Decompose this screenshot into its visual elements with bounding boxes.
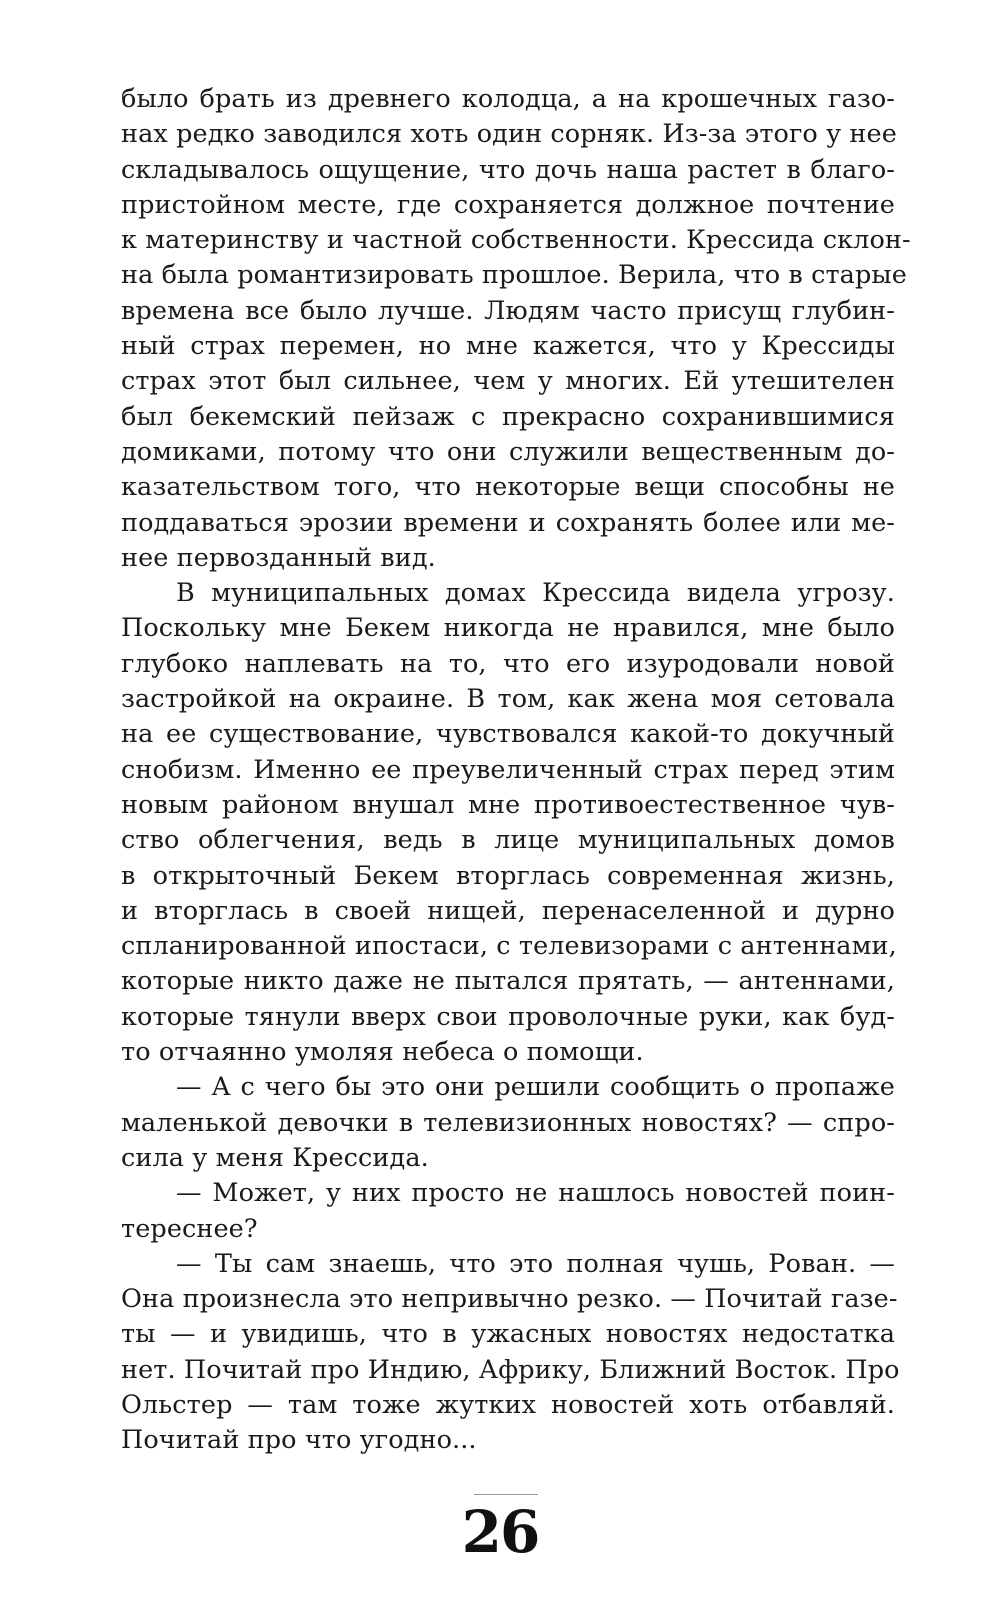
text-line: В муниципальных домах Крессида видела угрозу. [176,578,895,609]
text-line: пристойном месте, где сохраняется должное почтение [121,189,895,220]
text-line: поддаваться эрозии времени и сохранять более или ме- [121,507,895,538]
text-line: казательством того, что некоторые вещи способны не [121,472,895,503]
body-text [121,82,911,1459]
text-line: и вторглась в своей нищей, перенаселенной и дурно [121,895,895,926]
text-line: ты — и увидишь, что в ужасных новостях недостатка [121,1319,895,1350]
text-line: был бекемский пейзаж с прекрасно сохранившимися [121,401,895,432]
text-line: глубоко наплевать на то, что его изуродовали новой [121,648,895,679]
text-line: снобизм. Именно ее преувеличенный страх перед этим [121,754,895,785]
page-number: 26 [461,1498,539,1566]
text-line: Поскольку мне Бекем никогда не нравился, мне было [121,613,895,644]
text-line: складывалось ощущение, что дочь наша растет в благо- [121,154,895,185]
text-line: в открыточный Бекем вторглась современная жизнь, [121,860,895,891]
text-line: маленькой девочки в телевизионных новостях? — спро- [121,1107,895,1138]
text-line: тереснее? [121,1213,258,1244]
text-line: к материнству и частной собственности. Крессида склон- [121,225,911,256]
text-line: ный страх перемен, но мне кажется, что у Крессиды [121,331,895,362]
text-line: — Может, у них просто не нашлось новостей поин- [176,1178,895,1209]
text-line: которые никто даже не пытался прятать, — антеннами, [121,966,895,997]
text-line: новым районом внушал мне противоестественное чув- [121,789,895,820]
text-line: ство облегчения, ведь в лице муниципальных домов [121,825,895,856]
text-line: Она произнесла это непривычно резко. — Почитай газе- [121,1284,898,1315]
text-line: спланированной ипостаси, с телевизорами с антеннами, [121,931,897,962]
text-line: нее первозданный вид. [121,542,436,573]
text-line: времена все было лучше. Людям часто присущ глубин- [121,295,895,326]
text-line: которые тянули вверх свои проволочные руки, как буд- [121,1001,895,1032]
text-line: Почитай про что угодно... [121,1425,477,1456]
text-line: застройкой на окраине. В том, как жена моя сетовала [121,684,895,715]
text-line: Ольстер — там тоже жутких новостей хоть отбавляй. [121,1389,895,1420]
page-number-rule [474,1494,538,1495]
text-line: нах редко заводился хоть один сорняк. Из-за этого у нее [121,119,897,150]
text-line: — А с чего бы это они решили сообщить о пропаже [176,1072,895,1103]
text-line: на была романтизировать прошлое. Верила, что в старые [121,260,907,291]
text-line: нет. Почитай про Индию, Африку, Ближний Восток. Про [121,1354,900,1385]
text-line: то отчаянно умоляя небеса о помощи. [121,1037,644,1068]
text-line: — Ты сам знаешь, что это полная чушь, Рован. — [176,1248,895,1279]
text-line: на ее существование, чувствовался какой-то докучный [121,719,895,750]
text-line: сила у меня Крессида. [121,1142,429,1173]
text-line: домиками, потому что они служили вещественным до- [121,436,895,467]
text-line: страх этот был сильнее, чем у многих. Ей утешителен [121,366,895,397]
text-line: было брать из древнего колодца, а на крошечных газо- [121,84,895,114]
